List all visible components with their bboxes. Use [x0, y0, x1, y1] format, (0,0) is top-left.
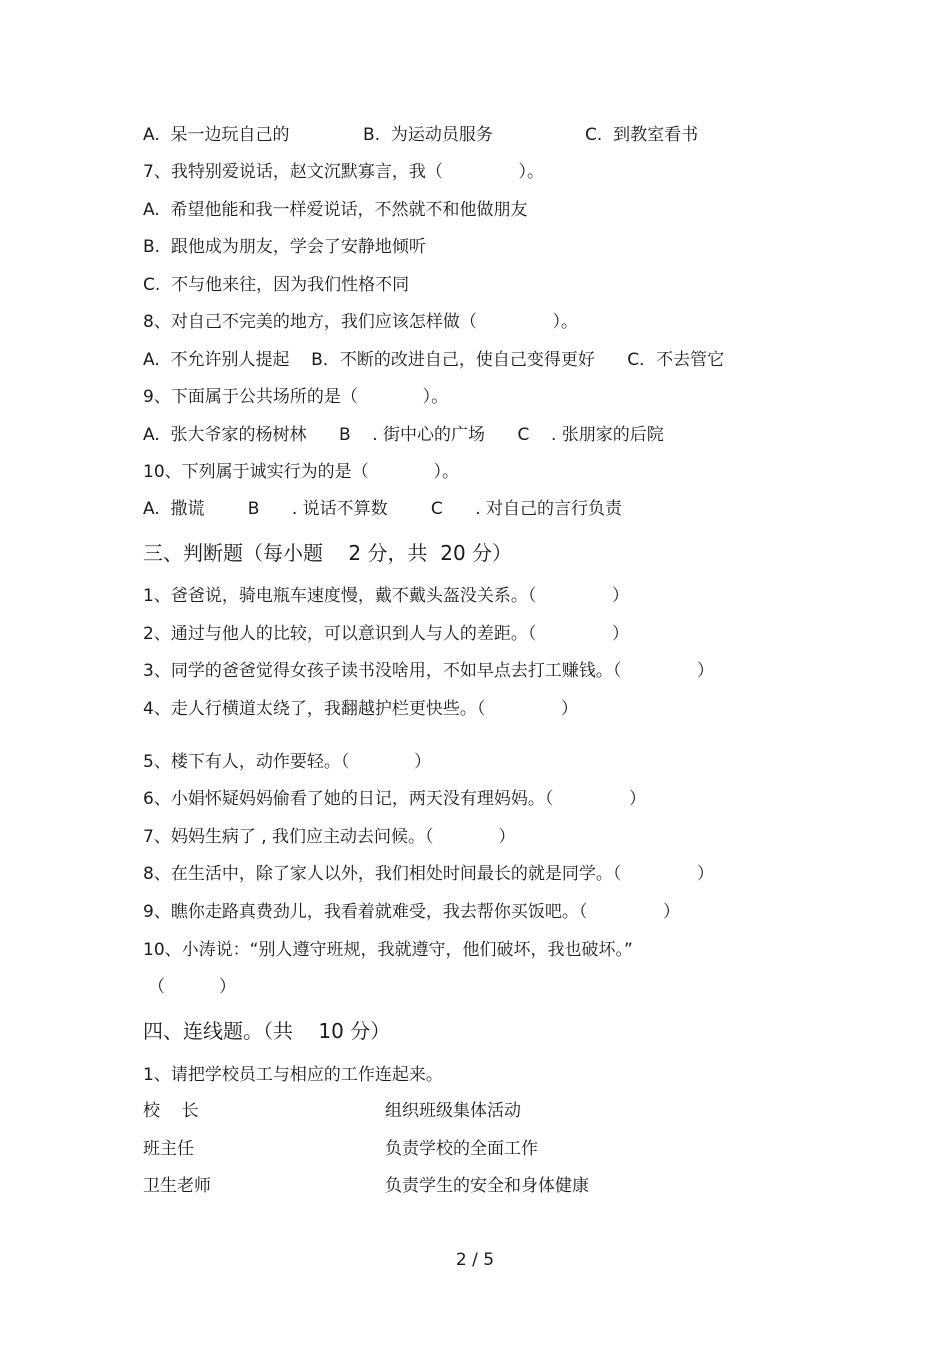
judge-9: 9、瞧你走路真费劲儿，我看着就难受，我去帮你买饭吧。（ ） — [143, 902, 680, 922]
q8-options: A. 不允许别人提起 B．不断的改进自己，使自己变得更好 C．不去管它 — [143, 350, 725, 370]
section-4-title: 四、连线题。（共 10 分） — [143, 1019, 391, 1043]
judge-2: 2、通过与他人的比较，可以意识到人与人的差距。（ ） — [143, 624, 629, 644]
q7-option-b: B. 跟他成为朋友，学会了安静地倾听 — [143, 237, 426, 257]
q6-option-b: B. 为运动员服务 — [363, 125, 493, 145]
match-left-head-teacher: 班主任 — [143, 1139, 194, 1159]
match-right-school-work: 负责学校的全面工作 — [385, 1139, 538, 1159]
judge-3: 3、同学的爸爸觉得女孩子读书没啥用，不如早点去打工赚钱。（ ） — [143, 661, 714, 681]
q7-option-a: A. 希望他能和我一样爱说话，不然就不和他做朋友 — [143, 200, 528, 220]
question-10: 10、下列属于诚实行为的是（ ）。 — [143, 462, 459, 482]
judge-10-paren: （ ） — [148, 977, 237, 997]
match-left-health-teacher: 卫生老师 — [143, 1176, 211, 1196]
question-8: 8、对自己不完美的地方，我们应该怎样做（ ）。 — [143, 312, 578, 332]
match-question-1: 1、请把学校员工与相应的工作连起来。 — [143, 1065, 443, 1085]
judge-6: 6、小娟怀疑妈妈偷看了她的日记，两天没有理妈妈。（ ） — [143, 789, 646, 809]
match-right-student-health: 负责学生的安全和身体健康 — [385, 1176, 589, 1196]
q10-options: A. 撒谎 B . 说话不算数 C . 对自己的言行负责 — [143, 499, 622, 519]
question-9: 9、下面属于公共场所的是（ ）。 — [143, 387, 449, 407]
judge-4: 4、走人行横道太绕了，我翻越护栏更快些。（ ） — [143, 699, 578, 719]
q9-options: A. 张大爷家的杨树林 B . 街中心的广场 C . 张朋家的后院 — [143, 425, 664, 445]
q6-option-a: A. 呆一边玩自己的 — [143, 125, 290, 145]
judge-8: 8、在生活中，除了家人以外，我们相处时间最长的就是同学。（ ） — [143, 864, 714, 884]
question-7: 7、我特别爱说话，赵文沉默寡言，我（ ）。 — [143, 162, 544, 182]
match-right-class-activities: 组织班级集体活动 — [385, 1101, 521, 1121]
q6-option-c: C. 到教室看书 — [585, 125, 699, 145]
judge-1: 1、爸爸说，骑电瓶车速度慢，戴不戴头盔没关系。（ ） — [143, 586, 629, 606]
q7-option-c: C. 不与他来往，因为我们性格不同 — [143, 275, 410, 295]
match-left-principal: 校 长 — [143, 1101, 199, 1121]
judge-10: 10、小涛说：“别人遵守班规，我就遵守，他们破坏，我也破坏。” — [143, 940, 633, 960]
section-3-title: 三、判断题（每小题 2 分，共 20 分） — [143, 541, 513, 565]
judge-5: 5、楼下有人，动作要轻。（ ） — [143, 752, 432, 772]
page-number: 2 / 5 — [455, 1250, 495, 1270]
judge-7: 7、妈妈生病了 , 我们应主动去问候。（ ） — [143, 827, 516, 847]
